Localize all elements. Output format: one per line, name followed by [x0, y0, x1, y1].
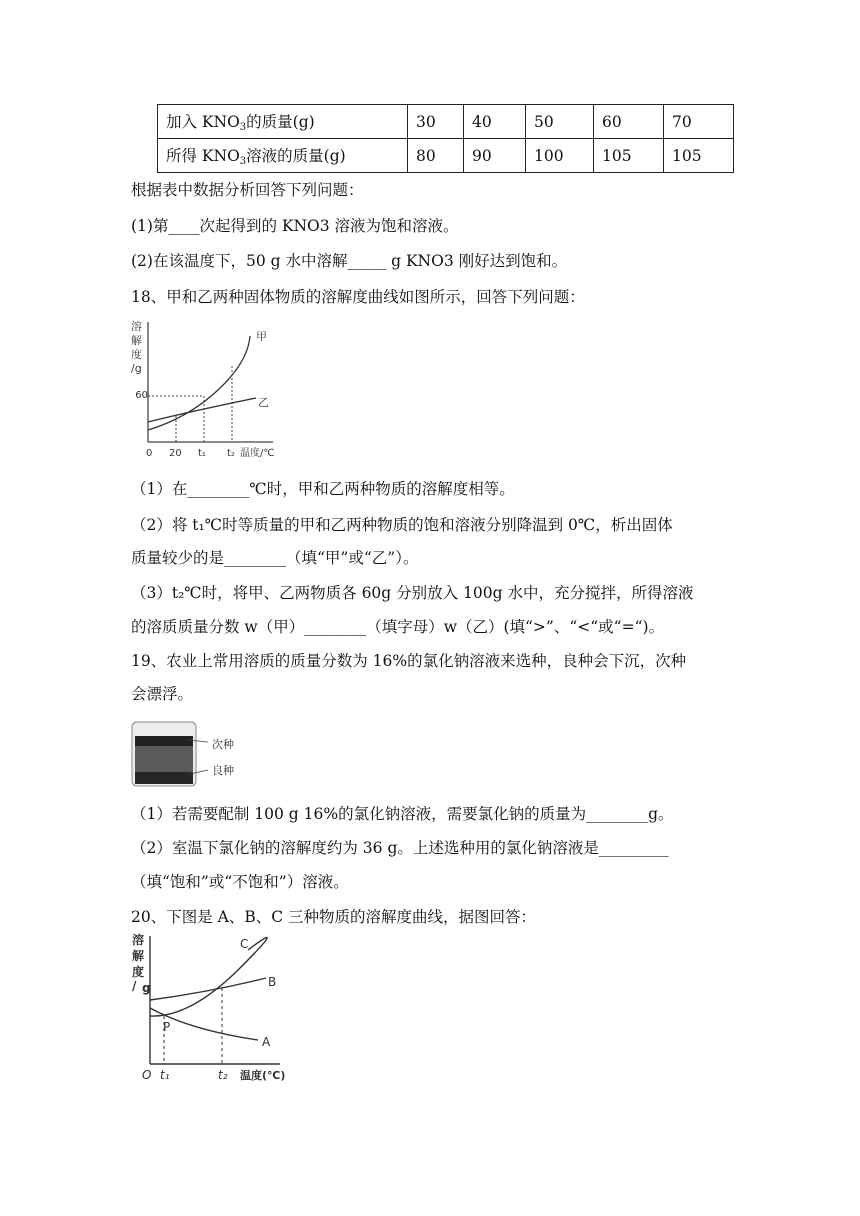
q20-title: 20、下图是 A、B、C 三种物质的溶解度曲线，据图回答： — [131, 908, 537, 926]
q19-title-b: 会漂浮。 — [131, 685, 194, 703]
label-b: B — [268, 975, 277, 989]
svg-text:/: / — [132, 979, 137, 993]
curve-b — [150, 978, 266, 1000]
row-label: 所得 $KNO_3$溶液的质量(g) — [158, 139, 408, 173]
table-cell: 80 — [408, 139, 464, 173]
kno3-data-table — [157, 104, 734, 173]
label-c: C — [240, 937, 249, 951]
q19-part1: （1）若需要配制 100 g 16%的氯化钠溶液，需要氯化钠的质量为________g。 — [131, 805, 674, 823]
x-tick-t1: t₁ — [160, 1068, 170, 1082]
q17-part1: (1)第____次起得到的 KNO3 溶液为饱和溶液。 — [131, 217, 459, 235]
curve-c — [150, 938, 267, 1017]
y-axis-label — [132, 932, 151, 995]
table-cell: 105 — [664, 139, 734, 173]
table-cell: 60 — [594, 105, 664, 139]
q18-title: 18、甲和乙两种固体物质的溶解度曲线如图所示，回答下列问题： — [131, 288, 585, 306]
floating-seeds — [135, 736, 193, 746]
svg-text:/g: /g — [131, 362, 142, 375]
q18-part2b: 质量较少的是________（填“甲”或“乙”）。 — [131, 549, 419, 567]
svg-text:度: 度 — [132, 965, 145, 979]
x-tick-t2: t₂ — [227, 448, 235, 459]
x-origin: 0 — [146, 448, 153, 459]
x-axis-label: 温度(℃) — [240, 1069, 286, 1082]
label-liangzhong: 良种 — [212, 764, 234, 777]
table-row — [158, 139, 734, 173]
svg-text:度: 度 — [131, 348, 142, 361]
svg-text:溶: 溶 — [131, 320, 142, 333]
table-cell: 50 — [526, 105, 594, 139]
q18-part2a: （2）将 t₁℃时等质量的甲和乙两种物质的饱和溶液分别降温到 0℃，析出固体 — [131, 516, 673, 534]
sunken-seeds — [135, 772, 193, 784]
table-cell: 40 — [464, 105, 526, 139]
svg-text:溶: 溶 — [132, 933, 145, 947]
q17-intro: 根据表中数据分析回答下列问题： — [131, 181, 364, 199]
label-cizhong: 次种 — [212, 738, 234, 751]
table-cell: 90 — [464, 139, 526, 173]
q19-title-a: 19、农业上常用溶质的质量分数为 16%的氯化钠溶液来选种，良种会下沉，次种 — [131, 652, 687, 670]
x-tick-20: 20 — [169, 448, 182, 459]
row-label: 加入 $KNO_3$的质量(g) — [158, 105, 408, 139]
x-tick-t2: t₂ — [218, 1068, 228, 1082]
q18-part3b: 的溶质质量分数 w（甲）________（填字母）w（乙）(填“>”、“<“或“=“)。 — [131, 618, 665, 636]
label-jia: 甲 — [256, 330, 267, 343]
svg-text:g: g — [142, 981, 151, 995]
q17-part2: (2)在该温度下，50 g 水中溶解_____ g KNO3 刚好达到饱和。 — [131, 252, 568, 270]
table-cell: 100 — [526, 139, 594, 173]
table-cell: 70 — [664, 105, 734, 139]
svg-text:解: 解 — [132, 949, 145, 963]
solubility-figure-q18 — [128, 318, 278, 463]
svg-text:解: 解 — [131, 334, 142, 347]
y-axis-label — [131, 319, 142, 375]
q18-part3a: （3）t₂℃时，将甲、乙两物质各 60g 分别放入 100g 水中，充分搅拌，所得溶液 — [131, 584, 694, 602]
q19-part2b: （填“饱和”或“不饱和”）溶液。 — [131, 873, 349, 891]
q18-part1: （1）在________℃时，甲和乙两种物质的溶解度相等。 — [131, 480, 515, 498]
y-tick-60: 60 — [135, 390, 148, 401]
curve-yi — [148, 398, 256, 422]
beaker-figure-q19 — [128, 718, 258, 790]
x-origin: O — [142, 1068, 152, 1082]
table-row — [158, 105, 734, 139]
table-cell: 105 — [594, 139, 664, 173]
x-axis-label: 温度/℃ — [240, 448, 275, 459]
curve-jia — [148, 336, 250, 430]
solubility-figure-q20 — [130, 930, 295, 1088]
q19-part2a: （2）室温下氯化钠的溶解度约为 36 g。上述选种用的氯化钠溶液是_________ — [131, 839, 669, 857]
label-yi: 乙 — [258, 396, 269, 409]
table-cell: 30 — [408, 105, 464, 139]
x-tick-t1: t₁ — [198, 448, 206, 459]
point-p: P — [163, 1020, 171, 1034]
label-a: A — [262, 1035, 271, 1049]
